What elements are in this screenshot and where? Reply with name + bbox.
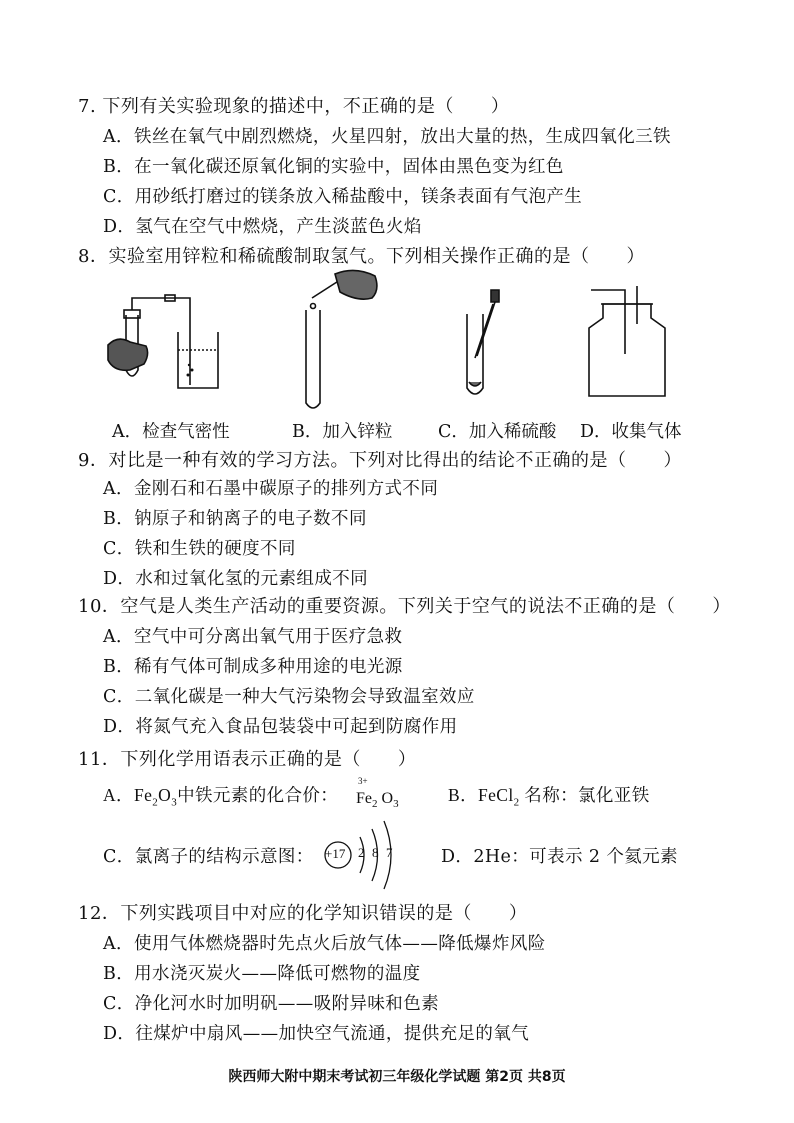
q7-option-a: A．铁丝在氧气中剧烈燃烧，火星四射，放出大量的热，生成四氧化三铁 — [103, 127, 671, 147]
q9-option-c: C．铁和生铁的硬度不同 — [103, 539, 296, 559]
q11-stem: 11．下列化学用语表示正确的是（ ） — [78, 749, 417, 770]
q11-valence-sub: 2 — [372, 798, 378, 811]
q11-valence-sub2: 3 — [393, 798, 399, 811]
q11-shell-2: 8 — [372, 845, 379, 860]
page-footer: 陕西师大附中期末考试初三年级化学试题 第2页 共8页 — [228, 1069, 566, 1085]
q10-option-a: A．空气中可分离出氧气用于医疗急救 — [103, 627, 403, 647]
q11-option-a-prefix: A．Fe — [103, 785, 153, 805]
q8-caption-a: A．检查气密性 — [112, 422, 230, 442]
q11-valence-formula — [356, 776, 399, 811]
q11-option-a-mid: O — [158, 785, 172, 805]
q12-option-a: A．使用气体燃烧器时先点火后放气体——降低爆炸风险 — [103, 934, 546, 954]
q12-stem: 12．下列实践项目中对应的化学知识错误的是（ ） — [78, 903, 528, 924]
q11-option-b-prefix: B．FeCl — [448, 785, 514, 805]
q11-option-a-sub: 2 — [152, 796, 159, 809]
q7-option-c: C．用砂纸打磨过的镁条放入稀盐酸中，镁条表面有气泡产生 — [103, 187, 583, 207]
q10-stem: 10．空气是人类生产活动的重要资源。下列关于空气的说法不正确的是（ ） — [78, 596, 731, 617]
q8-caption-c: C．加入稀硫酸 — [438, 422, 557, 442]
q11-valence-sup: 3+ — [358, 776, 368, 786]
q11-shell-1: 2 — [358, 845, 365, 860]
q12-option-c: C．净化河水时加明矾——吸附异味和色素 — [103, 994, 439, 1014]
q8-stem: 8．实验室用锌粒和稀硫酸制取氢气。下列相关操作正确的是（ ） — [78, 246, 645, 267]
q11-option-b — [448, 782, 650, 809]
q7-option-d: D．氢气在空气中燃烧，产生淡蓝色火焰 — [103, 217, 422, 237]
q11-option-b-suffix: 名称：氯化亚铁 — [519, 785, 650, 805]
apparatus-add-zinc-figure — [280, 268, 390, 413]
q8-caption-d: D．收集气体 — [580, 422, 682, 442]
q9-option-d: D．水和过氧化氢的元素组成不同 — [103, 569, 369, 589]
q9-option-a: A．金刚石和石墨中碳原子的排列方式不同 — [103, 479, 439, 499]
q11-option-a — [103, 782, 338, 809]
q11-shell-3: 7 — [386, 845, 393, 860]
q10-option-c: C．二氧化碳是一种大气污染物会导致温室效应 — [103, 687, 475, 707]
q11-option-d: D．2He：可表示 2 个氦元素 — [441, 847, 678, 867]
apparatus-collect-gas-figure — [585, 284, 675, 404]
q9-stem: 9．对比是一种有效的学习方法。下列对比得出的结论不正确的是（ ） — [78, 450, 682, 471]
q8-caption-b: B．加入锌粒 — [292, 422, 393, 442]
q11-valence-element: Fe — [356, 790, 372, 807]
q12-option-d: D．往煤炉中扇风——加快空气流通，提供充足的氧气 — [103, 1024, 530, 1044]
q11-option-a-sub2: 3 — [171, 796, 178, 809]
q12-option-b: B．用水浇灭炭火——降低可燃物的温度 — [103, 964, 421, 984]
apparatus-add-acid-figure — [455, 286, 515, 406]
q11-option-b-sub: 2 — [513, 796, 520, 809]
q9-option-b: B．钠原子和钠离子的电子数不同 — [103, 509, 367, 529]
q7-stem: 7. 下列有关实验现象的描述中，不正确的是（ ） — [78, 96, 510, 117]
q11-option-c: C．氯离子的结构示意图： — [103, 847, 314, 867]
q11-nucleus-label: +17 — [325, 846, 346, 861]
q7-option-b: B．在一氧化碳还原氧化铜的实验中，固体由黑色变为红色 — [103, 157, 564, 177]
q11-option-a-suffix: 中铁元素的化合价： — [177, 785, 339, 805]
apparatus-airtightness-figure — [100, 290, 230, 400]
q10-option-b: B．稀有气体可制成多种用途的电光源 — [103, 657, 403, 677]
q10-option-d: D．将氮气充入食品包装袋中可起到防腐作用 — [103, 717, 458, 737]
q11-valence-o: O — [381, 790, 394, 807]
